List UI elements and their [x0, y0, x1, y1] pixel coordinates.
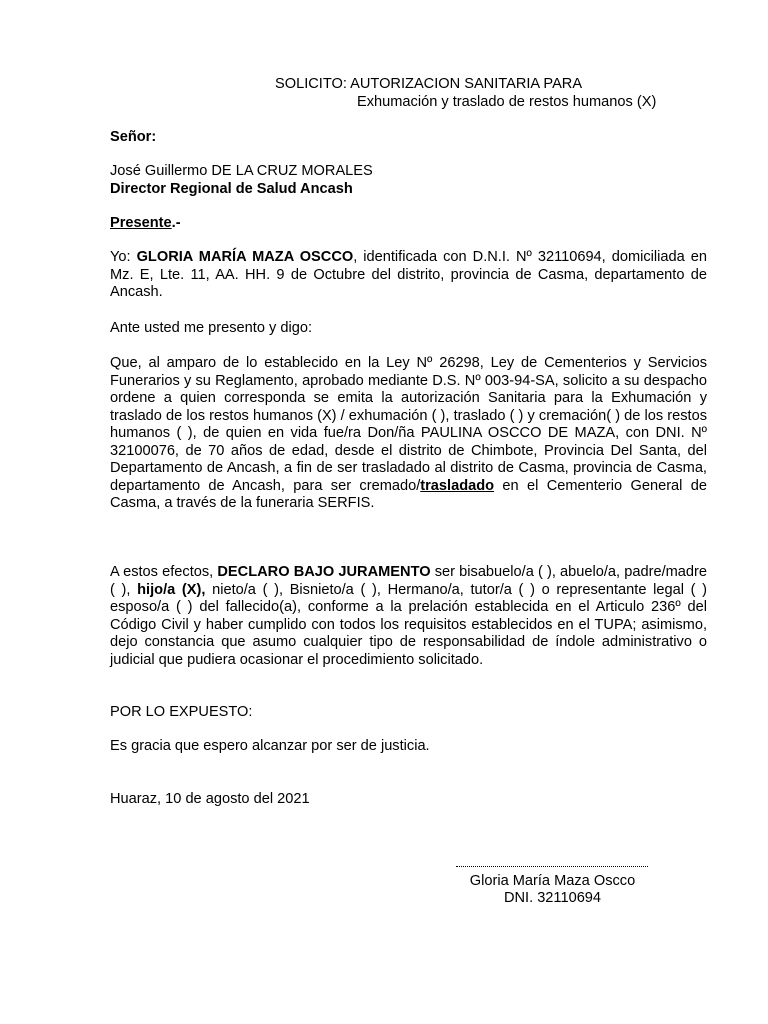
declaration-paragraph: A estos efectos, DECLARO BAJO JURAMENTO ser bisabuelo/a ( ), abuelo/a, padre/madre ( ), hijo/a (X), nieto/a ( ), Bisnieto/a ( ), Hermano/a, tutor/a ( ) o representante legal ( ) esposo/a ( ) del fallecido(a), conforme a la prelación establecida en el Articulo 236º del Código Civil y haber cumplido con todos los requisitos establecidos en el TUPA; asimismo, dejo constancia que asumo cualquier tipo de responsabilidad de índole administrativo o judicial que pudiera ocasionar el procedimiento solicitado. [110, 564, 708, 668]
intro-paragraph: Yo: GLORIA MARÍA MAZA OSCCO, identificada con D.N.I. Nº 32110694, domiciliada en Mz. E, Lte. 11, AA. HH. 9 de Octubre del distrito, provincia de Casma, departamento de Ancash. [110, 249, 707, 300]
ante-paragraph: Ante usted me presento y digo: [110, 320, 313, 336]
por-lo-expuesto: POR LO EXPUESTO: [110, 704, 253, 720]
addressee-name: José Guillermo DE LA CRUZ MORALES [110, 163, 373, 179]
presente-heading: Presente.- [110, 215, 181, 231]
closing-paragraph: Es gracia que espero alcanzar por ser de justicia. [110, 738, 430, 754]
signature-line [456, 858, 648, 867]
signature-dni: DNI. 32110694 [503, 890, 602, 906]
subject-line-2: Exhumación y traslado de restos humanos (X) [357, 94, 657, 110]
declaro-bold: DECLARO BAJO JURAMENTO [217, 564, 431, 580]
trasladado-emphasis: trasladado [420, 477, 495, 494]
salutation: Señor: [110, 129, 157, 145]
place-date: Huaraz, 10 de agosto del 2021 [110, 791, 310, 807]
signature-name: Gloria María Maza Oscco [469, 873, 636, 889]
request-paragraph: Que, al amparo de lo establecido en la Ley Nº 26298, Ley de Cementerios y Servicios Funerarios y su Reglamento, aprobado mediante D.S. Nº 003-94-SA, solicito a su despacho ordene a quien corresponda se emita la autorización Sanitaria para la Exhumación y traslado de los restos humanos (X) / exhumación ( ), traslado ( ) y cremación( ) de los restos humanos ( ), de quien en vida fue/ra Don/ña PAULINA OSCCO DE MAZA, con DNI. Nº 32100076, de 70 años de edad, desde el distrito de Chimbote, Provincia Del Santa, del Departamento de Ancash, a fin de ser trasladado al distrito de Casma, provincia de Casma, departamento de Ancash, para ser cremado/trasladado en el Cementerio General de Casma, a través de la funeraria SERFIS. [110, 355, 707, 511]
subject-line-1: SOLICITO: AUTORIZACION SANITARIA PARA [275, 76, 583, 92]
hijo-bold: hijo/a (X), [137, 581, 206, 598]
addressee-role: Director Regional de Salud Ancash [110, 181, 353, 197]
applicant-name: GLORIA MARÍA MAZA OSCCO [136, 249, 354, 265]
